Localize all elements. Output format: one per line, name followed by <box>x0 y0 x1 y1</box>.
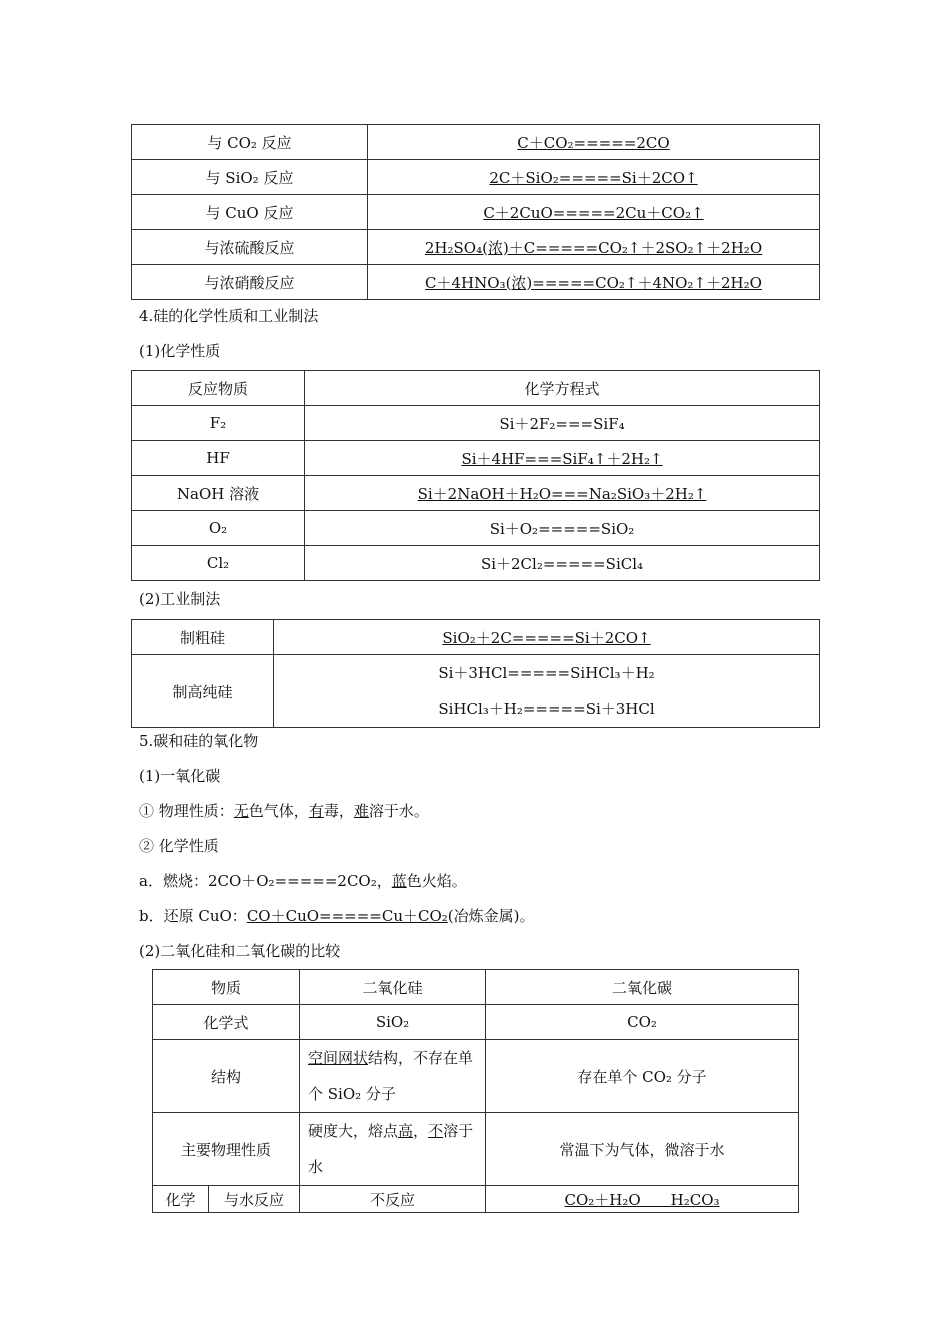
reactant-cell: Cl₂ <box>132 546 305 581</box>
header-cell: 二氧化硅 <box>300 970 486 1005</box>
equation-cell: 2C＋SiO₂=====Si＋2CO↑ <box>489 168 698 187</box>
co-combustion: a．燃烧：2CO＋O₂=====2CO₂，蓝色火焰。 <box>139 872 467 890</box>
row-label-group: 化学 <box>153 1186 209 1213</box>
table-row <box>132 441 820 476</box>
equation-cell: C＋CO₂=====2CO <box>517 133 670 152</box>
table-row <box>153 1186 799 1213</box>
reactant-cell: 与 CO₂ 反应 <box>132 125 368 160</box>
sio2-cell: SiO₂ <box>300 1005 486 1040</box>
section-5-title: 5.碳和硅的氧化物 <box>139 732 259 750</box>
row-label: 与水反应 <box>209 1186 300 1213</box>
header-cell: 反应物质 <box>132 371 305 406</box>
sio2-cell: 硬度大，熔点高，不溶于水 <box>300 1113 486 1186</box>
table-row <box>153 1005 799 1040</box>
crude-label: 制粗硅 <box>132 620 274 655</box>
pure-equation-1: Si＋3HCl=====SiHCl₃＋H₂ <box>438 664 655 682</box>
equation-cell: Si＋4HF===SiF₄↑＋2H₂↑ <box>461 449 663 468</box>
section-4-sub2: (2)工业制法 <box>139 590 221 608</box>
table-row <box>132 195 820 230</box>
section-5-sub2: (2)二氧化硅和二氧化碳的比较 <box>139 942 341 960</box>
equation-cell: Si＋2F₂===SiF₄ <box>305 406 820 441</box>
reactant-cell: 与 CuO 反应 <box>132 195 368 230</box>
reactant-cell: O₂ <box>132 511 305 546</box>
table-row <box>132 546 820 581</box>
table-row <box>132 160 820 195</box>
co-physical-properties: ① 物理性质：无色气体，有毒，难溶于水。 <box>139 802 429 820</box>
table-row <box>132 476 820 511</box>
table-header-row <box>132 371 820 406</box>
sio2-cell: 空间网状结构，不存在单个 SiO₂ 分子 <box>300 1040 486 1113</box>
table-header-row <box>153 970 799 1005</box>
section-4-title: 4.硅的化学性质和工业制法 <box>139 307 319 325</box>
row-label: 主要物理性质 <box>153 1113 300 1186</box>
co2-cell: CO₂＋H₂O H₂CO₃ <box>564 1190 720 1209</box>
reactant-cell: 与浓硫酸反应 <box>132 230 368 265</box>
table-row <box>153 1113 799 1186</box>
row-label: 结构 <box>153 1040 300 1113</box>
equation-cell: Si＋2NaOH＋H₂O===Na₂SiO₃＋2H₂↑ <box>417 484 707 503</box>
oxide-comparison-table <box>152 969 799 1213</box>
co2-cell: 常温下为气体，微溶于水 <box>486 1113 799 1186</box>
silicon-properties-table <box>131 370 820 581</box>
section-4-sub1: (1)化学性质 <box>139 342 221 360</box>
reactant-cell: F₂ <box>132 406 305 441</box>
table-row <box>132 655 820 728</box>
table-row <box>132 265 820 300</box>
carbon-reaction-table <box>131 124 820 300</box>
table-row <box>132 406 820 441</box>
co-chemical-properties: ② 化学性质 <box>139 837 219 855</box>
co2-cell: 存在单个 CO₂ 分子 <box>486 1040 799 1113</box>
table-row <box>132 511 820 546</box>
header-cell: 物质 <box>153 970 300 1005</box>
table-row <box>132 620 820 655</box>
header-cell: 二氧化碳 <box>486 970 799 1005</box>
equation-cell: 2H₂SO₄(浓)＋C=====CO₂↑＋2SO₂↑＋2H₂O <box>424 238 763 257</box>
equation-cell: C＋2CuO=====2Cu＋CO₂↑ <box>483 203 704 222</box>
equation-cell: Si＋O₂=====SiO₂ <box>305 511 820 546</box>
equation-cell: Si＋2Cl₂=====SiCl₄ <box>305 546 820 581</box>
table-row <box>132 125 820 160</box>
header-cell: 化学方程式 <box>305 371 820 406</box>
crude-equation: SiO₂＋2C=====Si＋2CO↑ <box>442 628 651 647</box>
reactant-cell: 与 SiO₂ 反应 <box>132 160 368 195</box>
co-reduce-cuo: b．还原 CuO：CO＋CuO=====Cu＋CO₂(冶炼金属)。 <box>139 907 535 925</box>
pure-equation-2: SiHCl₃＋H₂=====Si＋3HCl <box>438 700 655 718</box>
section-5-sub1: (1)一氧化碳 <box>139 767 221 785</box>
reactant-cell: NaOH 溶液 <box>132 476 305 511</box>
pure-label: 制高纯硅 <box>132 655 274 728</box>
row-label: 化学式 <box>153 1005 300 1040</box>
co2-cell: CO₂ <box>486 1005 799 1040</box>
sio2-cell: 不反应 <box>300 1186 486 1213</box>
table-row <box>132 230 820 265</box>
reactant-cell: 与浓硝酸反应 <box>132 265 368 300</box>
equation-cell: C＋4HNO₃(浓)=====CO₂↑＋4NO₂↑＋2H₂O <box>425 273 762 292</box>
table-row <box>153 1040 799 1113</box>
reactant-cell: HF <box>132 441 305 476</box>
industrial-preparation-table <box>131 619 820 728</box>
